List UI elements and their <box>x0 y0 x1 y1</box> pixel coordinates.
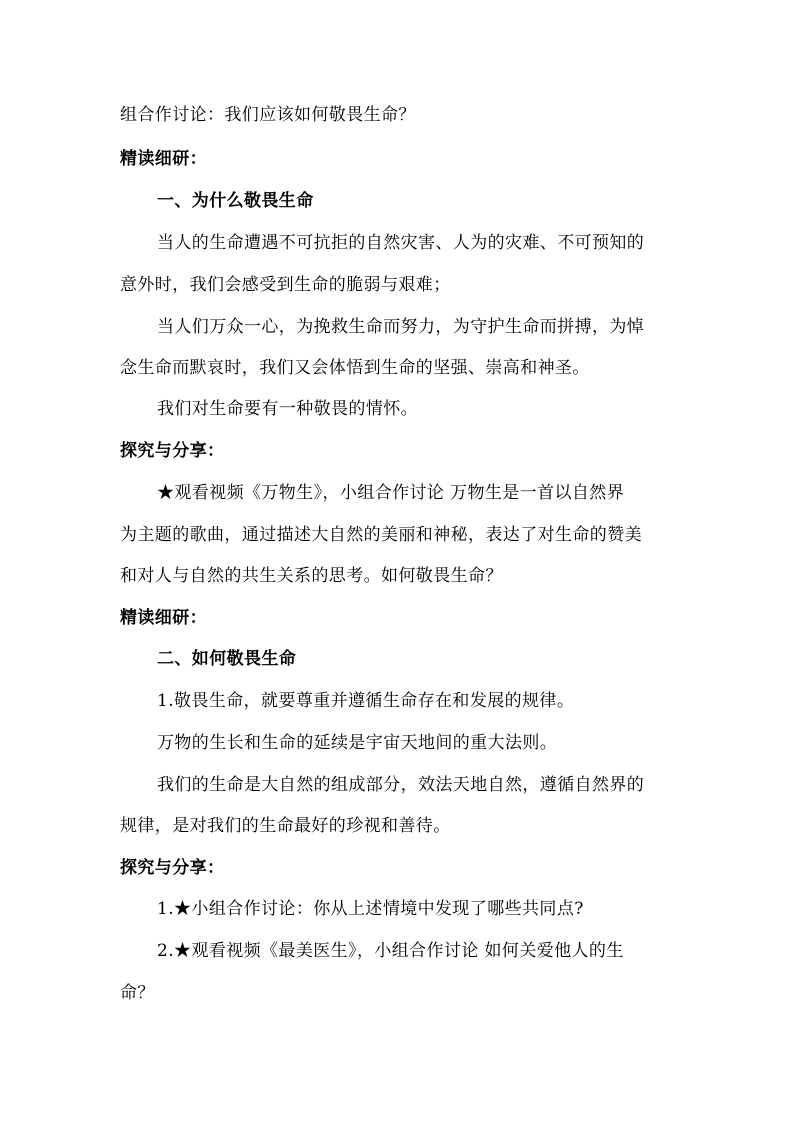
explore-2-item-2-line-2: 命？ <box>120 983 155 1003</box>
section-2-title: 二、如何敬畏生命 <box>157 649 297 669</box>
para-1-line-1: 当人的生命遭遇不可抗拒的自然灾害、人为的灾难、不可预知的 <box>157 233 645 253</box>
para-5-line-2: 规律，是对我们的生命最好的珍视和善待。 <box>120 816 451 836</box>
explore-1-line-3: 和对人与自然的共生关系的思考。如何敬畏生命？ <box>120 566 503 586</box>
para-2-line-2: 念生命而默哀时，我们又会体悟到生命的坚强、崇高和神圣。 <box>120 358 590 378</box>
para-1-line-2: 意外时，我们会感受到生命的脆弱与艰难； <box>120 275 451 295</box>
heading-explore-1: 探究与分享： <box>120 441 225 461</box>
point-1: 1.敬畏生命，就要尊重并遵循生命存在和发展的规律。 <box>157 691 575 711</box>
explore-2-item-2-line-1: 2.★观看视频《最美医生》，小组合作讨论 如何关爱他人的生 <box>157 941 624 961</box>
para-5-line-1: 我们的生命是大自然的组成部分，效法天地自然，遵循自然界的 <box>157 775 645 795</box>
explore-1-line-2: 为主题的歌曲，通过描述大自然的美丽和神秘，表达了对生命的赞美 <box>120 525 642 545</box>
para-3: 我们对生命要有一种敬畏的情怀。 <box>157 399 418 419</box>
heading-read-2: 精读细研： <box>120 608 207 628</box>
explore-2-item-1: 1.★小组合作讨论：你从上述情境中发现了哪些共同点? <box>157 899 584 919</box>
para-4: 万物的生长和生命的延续是宇宙天地间的重大法则。 <box>157 733 558 753</box>
discussion-question: 组合作讨论：我们应该如何敬畏生命？ <box>120 105 416 125</box>
heading-read-1: 精读细研： <box>120 149 207 169</box>
explore-1-line-1: ★观看视频《万物生》，小组合作讨论 万物生是一首以自然界 <box>157 483 625 503</box>
section-1-title: 一、为什么敬畏生命 <box>157 191 314 211</box>
heading-explore-2: 探究与分享： <box>120 858 225 878</box>
para-2-line-1: 当人们万众一心，为挽救生命而努力，为守护生命而拼搏，为悼 <box>157 317 645 337</box>
